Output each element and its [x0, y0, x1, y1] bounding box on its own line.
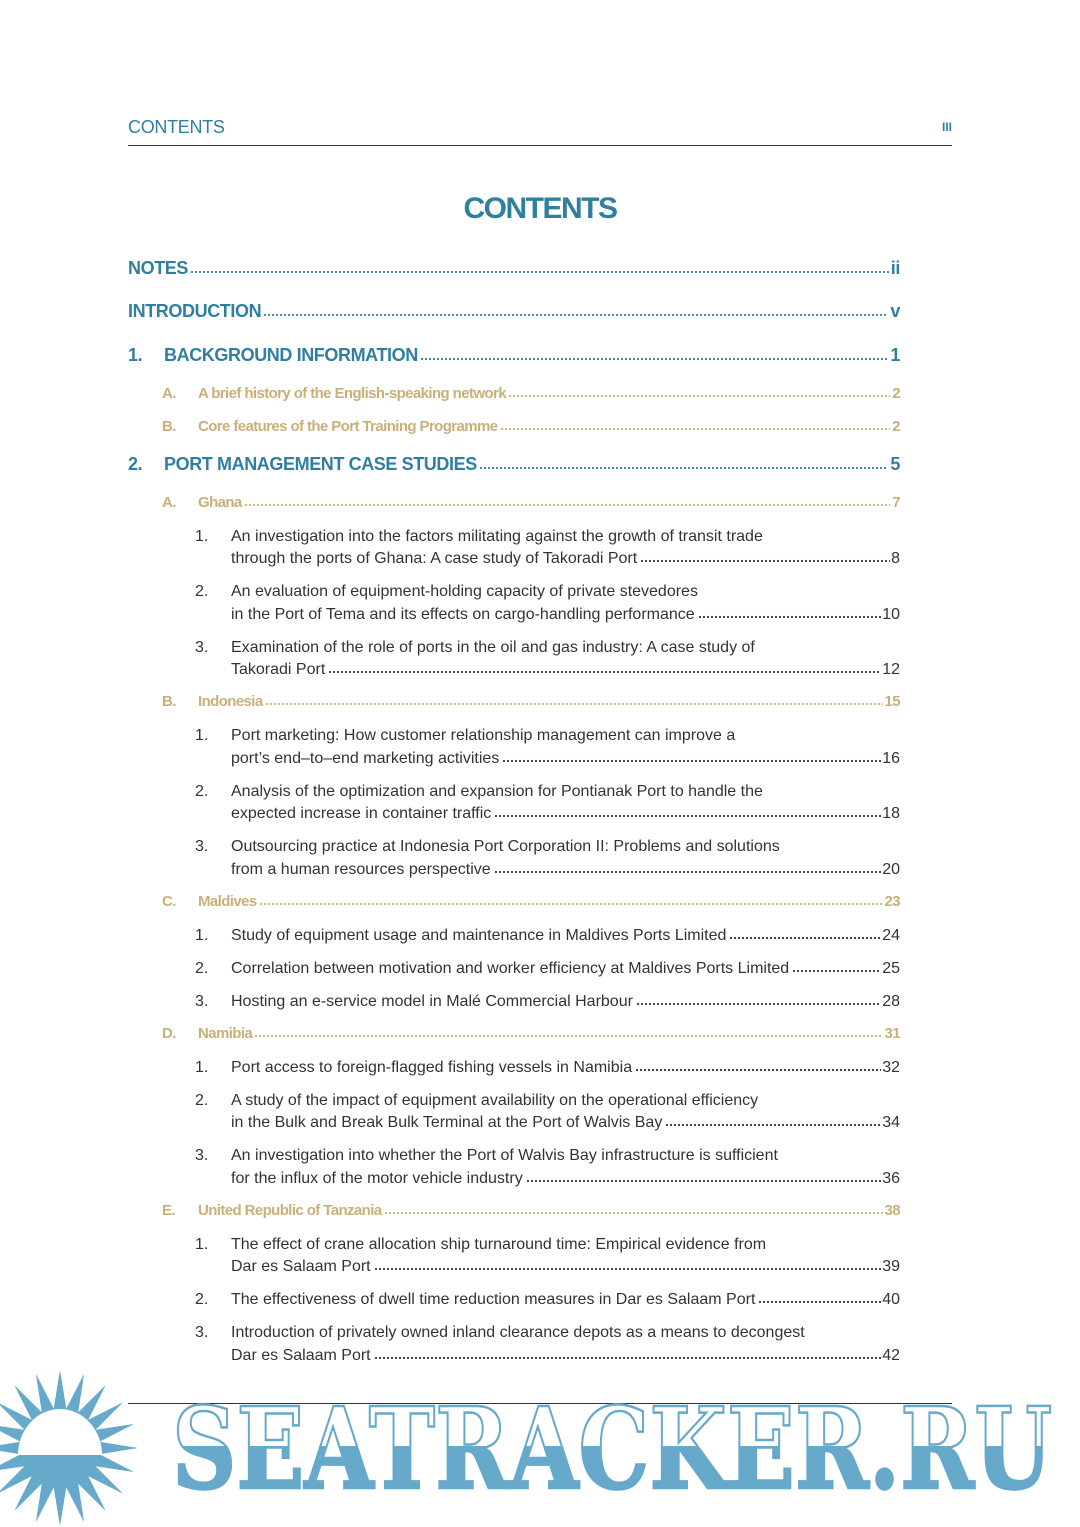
- page-title: CONTENTS: [463, 192, 617, 225]
- entry-body: [231, 836, 900, 881]
- toc-entry[interactable]: [128, 417, 900, 437]
- entry-page: 16: [882, 749, 900, 767]
- entry-page: 12: [882, 661, 900, 679]
- entry-line-last: [231, 1345, 900, 1368]
- toc-subentry[interactable]: [128, 1234, 900, 1279]
- toc-entry[interactable]: [128, 301, 900, 321]
- toc-subentry[interactable]: [128, 526, 900, 571]
- entry-line-last: [231, 548, 900, 571]
- entry-line: in the Port of Tema and its effects on cargo-handling performance: [231, 605, 695, 623]
- entry-line-last: [231, 1112, 900, 1135]
- running-header-title: CONTENTS: [128, 117, 225, 137]
- dot-leader: [479, 454, 889, 470]
- dot-leader: [494, 859, 882, 873]
- entry-body: [231, 581, 900, 626]
- entry-page: 31: [884, 1024, 900, 1042]
- entry-line: Outsourcing practice at Indonesia Port Corporation II: Problems and solutions: [231, 838, 780, 856]
- entry-number: A.: [162, 493, 176, 511]
- entry-body: [231, 958, 900, 981]
- entry-number: 3.: [195, 638, 209, 656]
- seatracker-watermark-logo: [0, 1368, 1080, 1527]
- running-header: [128, 117, 952, 146]
- entry-page: 1: [890, 344, 900, 365]
- entry-line: Introduction of privately owned inland clearance depots as a means to decongest: [231, 1324, 805, 1342]
- toc-subentry[interactable]: [128, 836, 900, 881]
- entry-number: C.: [162, 892, 176, 910]
- entry-line: for the influx of the motor vehicle industry: [231, 1169, 523, 1187]
- toc-subentry[interactable]: [128, 637, 900, 682]
- entry-number: 2.: [195, 1091, 209, 1109]
- entry-body: [231, 925, 900, 948]
- entry-title: Ghana: [198, 493, 242, 511]
- dot-leader: [636, 991, 881, 1005]
- sun-icon: [0, 1370, 138, 1526]
- entry-page: v: [890, 301, 900, 322]
- dot-leader: [384, 1201, 883, 1215]
- entry-number: 1.: [195, 1058, 209, 1076]
- dot-leader: [265, 693, 883, 707]
- watermark-text: SEATRACKER.RU: [172, 1384, 1052, 1515]
- toc-subentry[interactable]: [128, 958, 900, 981]
- dot-leader: [190, 258, 889, 274]
- entry-line-last: [231, 604, 900, 627]
- entry-line-last: [231, 991, 900, 1014]
- entry-body: [231, 781, 900, 826]
- entry-page: 23: [884, 892, 900, 910]
- entry-number: 2.: [195, 1291, 209, 1309]
- entry-page: 7: [892, 493, 900, 511]
- entry-body: [231, 991, 900, 1014]
- entry-page: ii: [890, 258, 900, 279]
- entry-page: 25: [882, 959, 900, 977]
- toc-subentry[interactable]: [128, 725, 900, 770]
- entry-number: B.: [162, 693, 176, 711]
- entry-body: [231, 725, 900, 770]
- dot-leader: [758, 1290, 881, 1304]
- entry-line: Analysis of the optimization and expansion for Pontianak Port to handle the: [231, 782, 763, 800]
- toc-subentry[interactable]: [128, 991, 900, 1014]
- dot-leader: [508, 384, 890, 398]
- entry-number: 1.: [195, 727, 209, 745]
- dot-leader: [635, 1057, 881, 1071]
- entry-line-last: [231, 1289, 900, 1312]
- entry-page: 15: [884, 693, 900, 711]
- entry-number: 3.: [195, 1324, 209, 1342]
- toc-subentry[interactable]: [128, 781, 900, 826]
- entry-body: [231, 1145, 900, 1190]
- entry-page: 20: [882, 860, 900, 878]
- entry-line-last: [231, 748, 900, 771]
- entry-body: [231, 526, 900, 571]
- toc-entry[interactable]: [128, 454, 900, 474]
- dot-leader: [502, 748, 881, 762]
- entry-page: 24: [882, 926, 900, 944]
- table-of-contents: [128, 258, 900, 1378]
- toc-entry[interactable]: [128, 344, 900, 364]
- dot-leader: [526, 1168, 882, 1182]
- toc-subentry[interactable]: [128, 925, 900, 948]
- entry-title: INTRODUCTION: [128, 301, 262, 322]
- entry-line: Dar es Salaam Port: [231, 1258, 371, 1276]
- toc-subentry[interactable]: [128, 1289, 900, 1312]
- dot-leader: [244, 493, 891, 507]
- entry-page: 5: [890, 453, 900, 474]
- entry-number: 1.: [195, 527, 209, 545]
- entry-page: 32: [882, 1058, 900, 1076]
- entry-number: 3.: [195, 1147, 209, 1165]
- dot-leader: [729, 925, 881, 939]
- entry-page: 28: [882, 992, 900, 1010]
- entry-body: [231, 1289, 900, 1312]
- dot-leader: [259, 892, 883, 906]
- entry-title: PORT MANAGEMENT CASE STUDIES: [164, 453, 477, 474]
- entry-number: A.: [162, 384, 176, 402]
- entry-page: 18: [882, 805, 900, 823]
- toc-entry[interactable]: [128, 892, 900, 912]
- entry-body: [231, 1057, 900, 1080]
- entry-title: Core features of the Port Training Programme: [198, 417, 498, 435]
- entry-line: Port marketing: How customer relationship management can improve a: [231, 727, 736, 745]
- entry-body: [231, 1322, 900, 1367]
- entry-number: 1.: [195, 1235, 209, 1253]
- entry-line-last: [231, 803, 900, 826]
- entry-line: A study of the impact of equipment availability on the operational efficiency: [231, 1091, 759, 1109]
- toc-entry[interactable]: [128, 1024, 900, 1044]
- entry-title: NOTES: [128, 258, 189, 279]
- entry-number: 2.: [195, 583, 209, 601]
- entry-body: [231, 1090, 900, 1135]
- entry-body: [231, 1234, 900, 1279]
- entry-number: D.: [162, 1024, 176, 1042]
- entry-number: 2.: [195, 959, 209, 977]
- entry-page: 2: [892, 417, 900, 435]
- entry-line: An investigation into whether the Port of Walvis Bay infrastructure is sufficient: [231, 1147, 778, 1165]
- entry-title: Namibia: [198, 1024, 253, 1042]
- entry-page: 34: [882, 1114, 900, 1132]
- dot-leader: [494, 804, 881, 818]
- entry-title: BACKGROUND INFORMATION: [164, 344, 418, 365]
- entry-page: 39: [882, 1258, 900, 1276]
- entry-line: Takoradi Port: [231, 661, 326, 679]
- entry-number: 1.: [128, 344, 143, 365]
- dot-leader: [792, 958, 881, 972]
- entry-line: Correlation between motivation and worker efficiency at Maldives Ports Limited: [231, 959, 790, 977]
- entry-page: 8: [891, 550, 900, 568]
- entry-line-last: [231, 659, 900, 682]
- toc-entry[interactable]: [128, 493, 900, 513]
- entry-title: United Republic of Tanzania: [198, 1201, 382, 1219]
- entry-number: E.: [162, 1201, 175, 1219]
- entry-line: The effect of crane allocation ship turnaround time: Empirical evidence from: [231, 1235, 767, 1253]
- entry-line-last: [231, 1057, 900, 1080]
- toc-subentry[interactable]: [128, 1322, 900, 1367]
- entry-line: Dar es Salaam Port: [231, 1346, 371, 1364]
- entry-line-last: [231, 1256, 900, 1279]
- entry-line: An evaluation of equipment-holding capacity of private stevedores: [231, 583, 698, 601]
- dot-leader: [374, 1345, 882, 1359]
- entry-page: 36: [882, 1169, 900, 1187]
- entry-title: Maldives: [198, 892, 257, 910]
- entry-number: 3.: [195, 838, 209, 856]
- entry-title: A brief history of the English-speaking network: [198, 384, 506, 402]
- entry-line: through the ports of Ghana: A case study of Takoradi Port: [231, 550, 638, 568]
- entry-number: 3.: [195, 992, 209, 1010]
- toc-entry[interactable]: [128, 692, 900, 712]
- entry-body: [231, 637, 900, 682]
- dot-leader: [254, 1024, 882, 1038]
- toc-entry[interactable]: [128, 258, 900, 278]
- entry-title: Indonesia: [198, 693, 263, 711]
- entry-line: port’s end–to–end marketing activities: [231, 749, 500, 767]
- toc-subentry[interactable]: [128, 1057, 900, 1080]
- dot-leader: [500, 417, 891, 431]
- dot-leader: [374, 1257, 882, 1271]
- dot-leader: [665, 1113, 881, 1127]
- entry-line-last: [231, 859, 900, 882]
- toc-subentry[interactable]: [128, 1090, 900, 1135]
- entry-line: from a human resources perspective: [231, 860, 491, 878]
- entry-line: in the Bulk and Break Bulk Terminal at the Port of Walvis Bay: [231, 1114, 663, 1132]
- toc-entry[interactable]: [128, 384, 900, 404]
- entry-page: 38: [884, 1201, 900, 1219]
- dot-leader: [420, 344, 889, 360]
- entry-page: 42: [882, 1346, 900, 1364]
- running-header-page-number: III: [941, 120, 952, 134]
- entry-line: expected increase in container traffic: [231, 805, 492, 823]
- entry-line-last: [231, 925, 900, 948]
- dot-leader: [698, 604, 882, 618]
- entry-line: Examination of the role of ports in the oil and gas industry: A case study of: [231, 638, 755, 656]
- toc-subentry[interactable]: [128, 581, 900, 626]
- entry-number: B.: [162, 417, 176, 435]
- toc-subentry[interactable]: [128, 1145, 900, 1190]
- entry-page: 2: [892, 384, 900, 402]
- entry-page: 40: [882, 1291, 900, 1309]
- entry-line: Study of equipment usage and maintenance in Maldives Ports Limited: [231, 926, 727, 944]
- dot-leader: [263, 301, 888, 317]
- entry-page: 10: [882, 605, 900, 623]
- entry-line: An investigation into the factors militating against the growth of transit trade: [231, 527, 763, 545]
- toc-entry[interactable]: [128, 1201, 900, 1221]
- dot-leader: [640, 549, 890, 563]
- entry-line-last: [231, 958, 900, 981]
- entry-line: Hosting an e-service model in Malé Commercial Harbour: [231, 992, 633, 1010]
- entry-number: 1.: [195, 926, 209, 944]
- entry-number: 2.: [195, 782, 209, 800]
- entry-number: 2.: [128, 453, 143, 474]
- entry-line: Port access to foreign-flagged fishing vessels in Namibia: [231, 1058, 633, 1076]
- entry-line-last: [231, 1168, 900, 1191]
- entry-line: The effectiveness of dwell time reduction measures in Dar es Salaam Port: [231, 1291, 756, 1309]
- dot-leader: [328, 660, 881, 674]
